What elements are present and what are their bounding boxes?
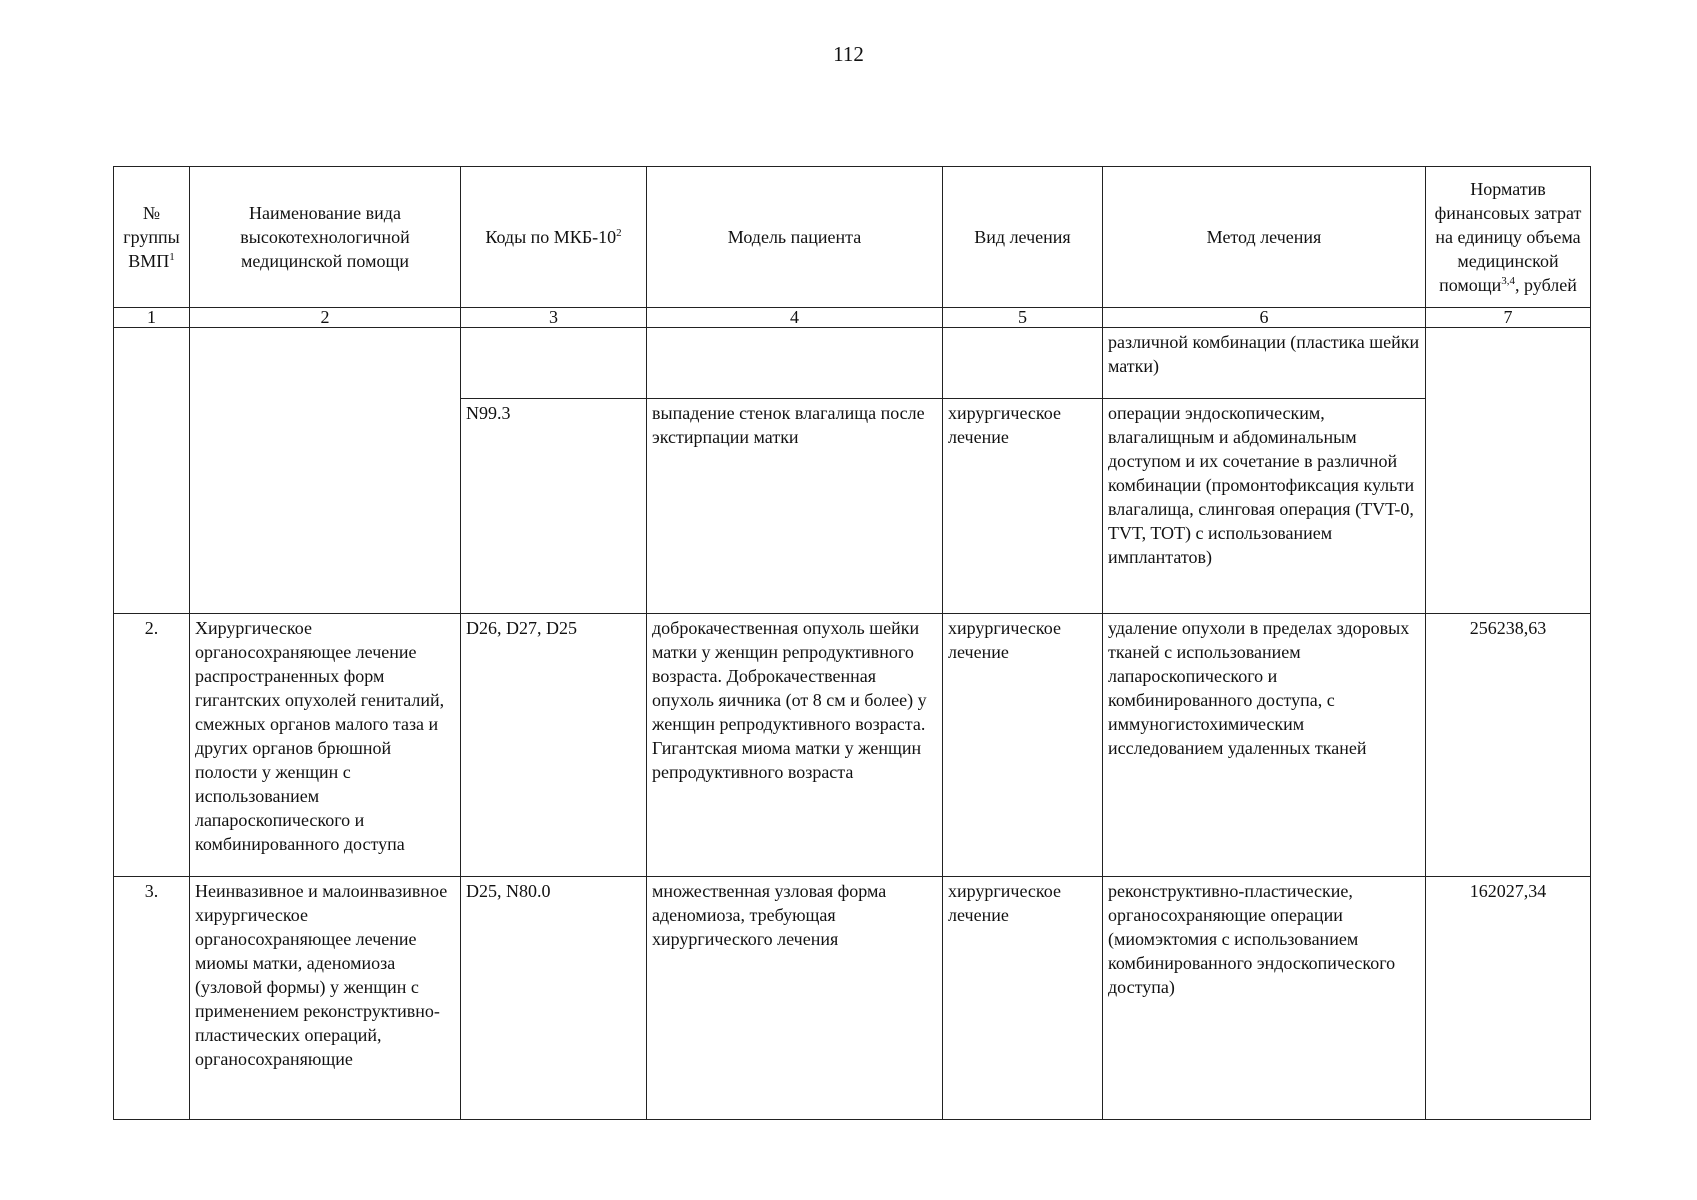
norm-cell: 162027,34 xyxy=(1426,877,1591,1120)
header-treatment-type: Вид лечения xyxy=(943,167,1103,308)
table-row xyxy=(114,877,1591,1120)
treatment-type-cell: хирургическое лечение xyxy=(943,614,1103,877)
column-number: 4 xyxy=(647,308,943,328)
icd-cell: D26, D27, D25 xyxy=(461,614,647,877)
model-cell: множественная узловая форма аденомиоза, требующая хирургического лечения xyxy=(647,877,943,1120)
column-number: 6 xyxy=(1103,308,1426,328)
name-cell: Неинвазивное и малоинвазивное хирургическое органосохраняющее лечение миомы матки, аденомиоза (узловой формы) у женщин с применением реконструктивно-пластических операций, органосохраняющие xyxy=(190,877,461,1120)
group-no-cell: 3. xyxy=(114,877,190,1120)
header-norm: Норматив финансовых затрат на единицу объема медицинской помощи$^{3,4}$, рублей xyxy=(1426,167,1591,308)
page-number: 112 xyxy=(833,42,864,66)
column-number-row xyxy=(114,308,1591,328)
model-cell: выпадение стенок влагалища после экстирпации матки xyxy=(647,399,943,614)
column-number: 3 xyxy=(461,308,647,328)
table-row xyxy=(114,328,1591,399)
icd-cell: N99.3 xyxy=(461,399,647,614)
group-no-cell: 2. xyxy=(114,614,190,877)
treatment-type-cell: хирургическое лечение xyxy=(943,877,1103,1120)
header-icd: Коды по МКБ-$10^2$ xyxy=(461,167,647,308)
name-cell xyxy=(190,328,461,614)
name-cell: Хирургическое органосохраняющее лечение распространенных форм гигантских опухолей гениталий, смежных органов малого таза и других органов брюшной полости у женщин с использованием лапароскопического и комбинированного доступа xyxy=(190,614,461,877)
method-cell: реконструктивно-пластические, органосохраняющие операции (миомэктомия с использованием комбинированного эндоскопического доступа) xyxy=(1103,877,1426,1120)
method-cell: операции эндоскопическим, влагалищным и абдоминальным доступом и их сочетание в различной комбинации (промонтофиксация культи влагалища, слинговая операция (TVT-0, TVT, TOT) с использованием имплантатов) xyxy=(1103,399,1426,614)
method-cell: удаление опухоли в пределах здоровых тканей с использованием лапароскопического и комбинированного доступа, с иммуногистохимическим исследованием удаленных тканей xyxy=(1103,614,1426,877)
icd-cell: D25, N80.0 xyxy=(461,877,647,1120)
header-row xyxy=(114,167,1591,308)
header-group-no: № группы ВМП$^1$ xyxy=(114,167,190,308)
header-model: Модель пациента xyxy=(647,167,943,308)
norm-cell xyxy=(1426,328,1591,614)
table-row xyxy=(114,614,1591,877)
column-number: 7 xyxy=(1426,308,1591,328)
vmp-table xyxy=(113,166,1591,1120)
treatment-type-cell xyxy=(943,328,1103,399)
column-number: 2 xyxy=(190,308,461,328)
group-no-cell xyxy=(114,328,190,614)
model-cell: доброкачественная опухоль шейки матки у женщин репродуктивного возраста. Доброкачественная опухоль яичника (от 8 см и более) у женщин репродуктивного возраста. Гигантская миома матки у женщин репродуктивного возраста xyxy=(647,614,943,877)
method-cell: различной комбинации (пластика шейки матки) xyxy=(1103,328,1426,399)
column-number: 1 xyxy=(114,308,190,328)
header-method: Метод лечения xyxy=(1103,167,1426,308)
icd-cell xyxy=(461,328,647,399)
norm-cell: 256238,63 xyxy=(1426,614,1591,877)
header-name: Наименование вида высокотехнологичной медицинской помощи xyxy=(190,167,461,308)
model-cell xyxy=(647,328,943,399)
treatment-type-cell: хирургическое лечение xyxy=(943,399,1103,614)
column-number: 5 xyxy=(943,308,1103,328)
